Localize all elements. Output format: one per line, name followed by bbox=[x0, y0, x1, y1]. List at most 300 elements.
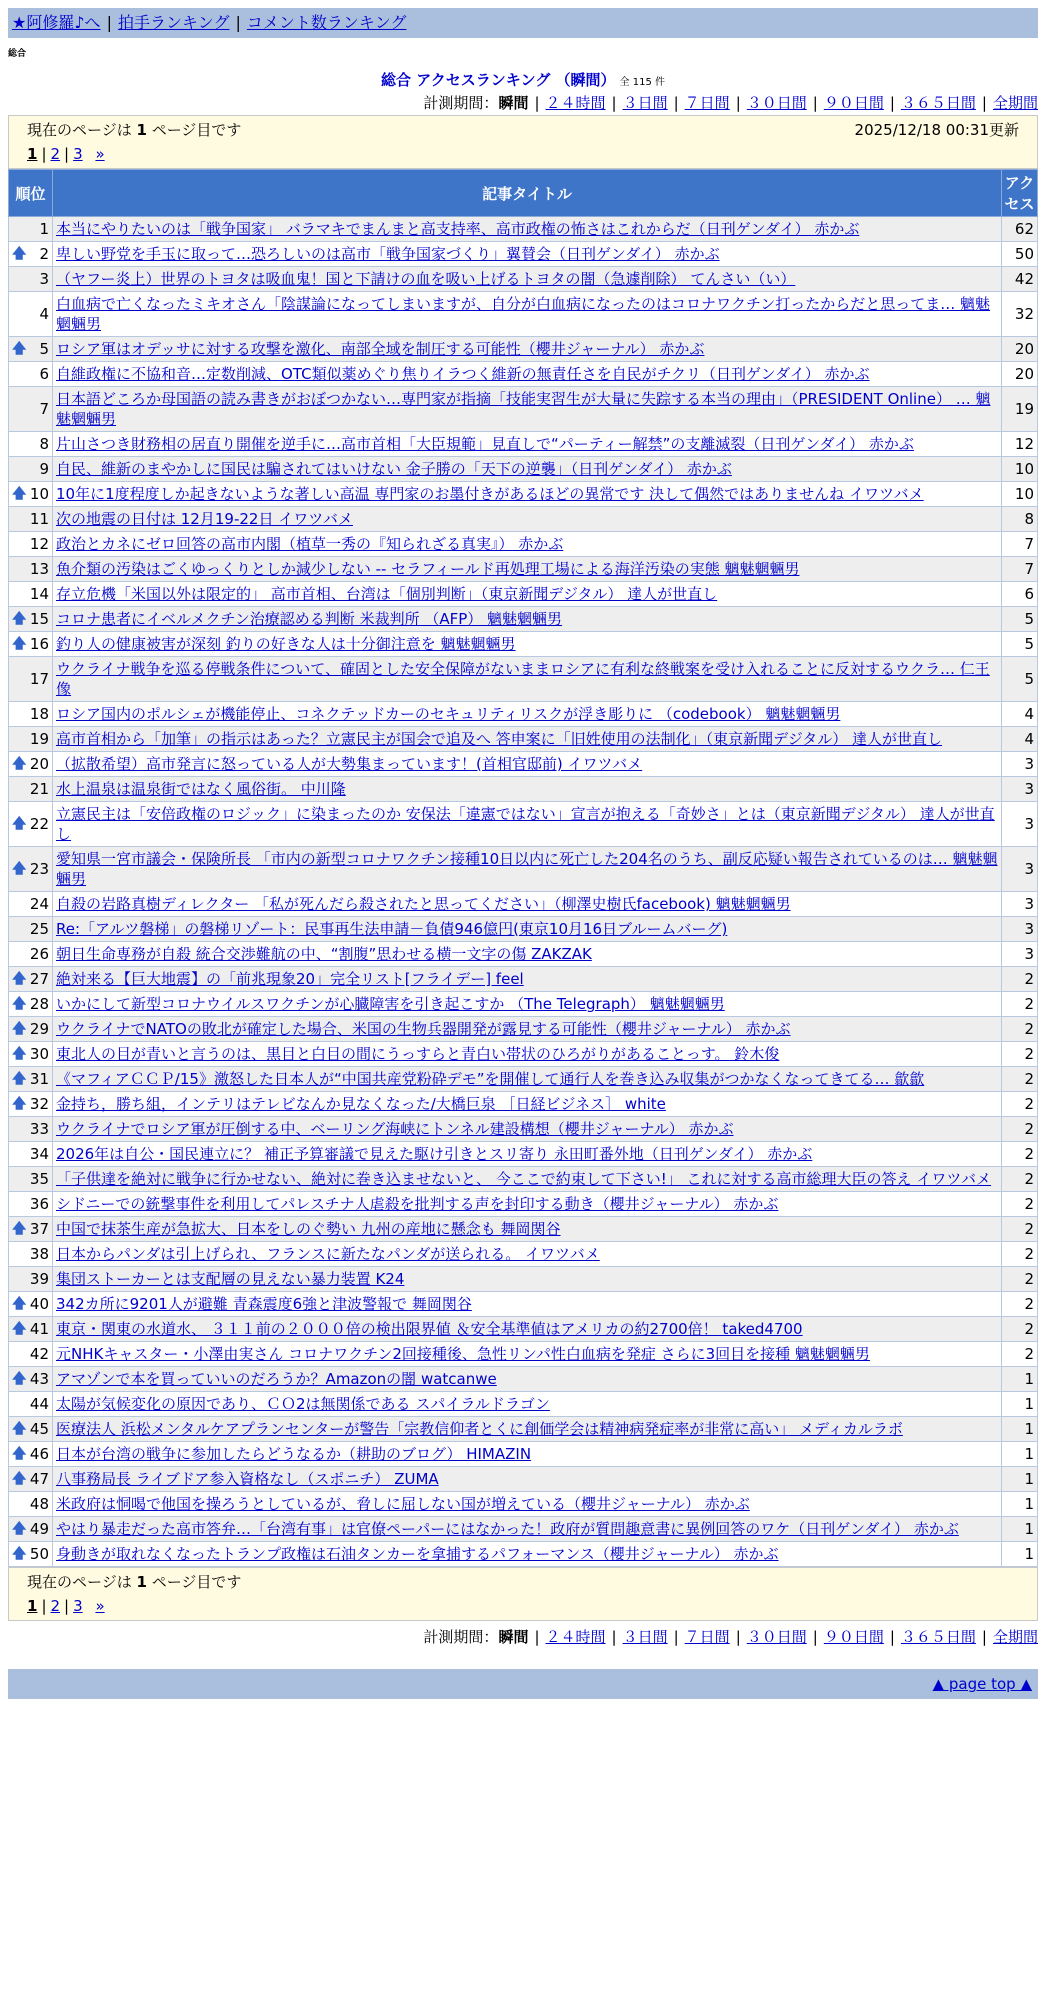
title-cell bbox=[53, 1067, 1002, 1092]
rank-cell bbox=[9, 992, 53, 1017]
article-link[interactable]: 次の地震の日付は 12月19-22日 イワツバメ bbox=[56, 510, 353, 528]
rank-cell bbox=[9, 1517, 53, 1542]
article-link[interactable]: 2026年は自公・国民連立に？ 補正予算審議で見えた駆け引きとスリ寄り 永田町番外地（日刊ゲンダイ） 赤かぶ bbox=[56, 1145, 813, 1163]
rank-number: 42 bbox=[29, 1345, 49, 1363]
article-link[interactable]: 自民、維新のまやかしに国民は騙されてはいけない 金子勝の「天下の逆襲」（日刊ゲンダイ） 赤かぶ bbox=[56, 460, 732, 478]
up-arrow-icon: 🡅 bbox=[12, 486, 27, 502]
title-cell bbox=[53, 362, 1002, 387]
table-row bbox=[9, 267, 1038, 292]
pager-separator: | bbox=[64, 145, 70, 163]
title-cell bbox=[53, 337, 1002, 362]
rank-number: 43 bbox=[29, 1370, 49, 1388]
table-row bbox=[9, 917, 1038, 942]
access-count: 1 bbox=[1002, 1542, 1038, 1567]
rank-number: 2 bbox=[39, 245, 49, 263]
pager-link[interactable]: 3 bbox=[73, 145, 83, 163]
article-link[interactable]: 卑しい野党を手玉に取って…恐ろしいのは高市「戦争国家づくり」翼賛会（日刊ゲンダイ） 赤かぶ bbox=[56, 245, 720, 263]
access-count: 4 bbox=[1002, 727, 1038, 752]
rank-cell bbox=[9, 1542, 53, 1567]
article-link[interactable]: 絶対来る【巨大地震】の「前兆現象20」完全リスト[フライデー] feel bbox=[56, 970, 524, 988]
comment-ranking-link[interactable]: コメント数ランキング bbox=[246, 13, 407, 32]
period-selector-top bbox=[8, 91, 1038, 115]
table-row bbox=[9, 702, 1038, 727]
ranking-title-row bbox=[8, 69, 1038, 91]
article-link[interactable]: いかにして新型コロナウイルスワクチンが心臓障害を引き起こすか （The Telegraph） 魑魅魍魎男 bbox=[56, 995, 725, 1013]
access-count: 2 bbox=[1002, 1142, 1038, 1167]
period-link[interactable]: ２４時間 bbox=[545, 94, 606, 112]
access-count: 6 bbox=[1002, 582, 1038, 607]
table-row bbox=[9, 1192, 1038, 1217]
page-top-link[interactable]: ▲ page top ▲ bbox=[932, 1675, 1032, 1693]
rank-number: 32 bbox=[29, 1095, 49, 1113]
up-arrow-icon: 🡅 bbox=[12, 1446, 27, 1462]
rank-cell bbox=[9, 1442, 53, 1467]
access-count: 1 bbox=[1002, 1367, 1038, 1392]
article-link[interactable]: 白血病で亡くなったミキオさん「陰謀論になってしまいますが、自分が白血病になったのはコロナワクチン打ったからだと思ってま… 魑魅魍魎男 bbox=[56, 295, 991, 333]
up-arrow-icon: 🡅 bbox=[12, 246, 27, 262]
article-link[interactable]: （ヤフー炎上）世界のトヨタは吸血鬼！国と下請けの血を吸い上げるトヨタの闇（急遽削除） てんさい（い） bbox=[56, 270, 796, 288]
pager-link[interactable]: 3 bbox=[73, 1597, 83, 1615]
table-row bbox=[9, 1017, 1038, 1042]
title-cell bbox=[53, 292, 1002, 337]
article-link[interactable]: 日本からパンダは引上げられ、フランスに新たなパンダが送られる。 イワツバメ bbox=[56, 1245, 600, 1263]
up-arrow-icon: 🡅 bbox=[12, 1321, 27, 1337]
table-row bbox=[9, 1467, 1038, 1492]
period-link[interactable]: ３日間 bbox=[622, 94, 668, 112]
up-arrow-icon: 🡅 bbox=[12, 1096, 27, 1112]
access-count: 62 bbox=[1002, 217, 1038, 242]
period-link[interactable]: ７日間 bbox=[684, 94, 730, 112]
current-page-text: 現在のページは 1 ページ目です bbox=[27, 121, 242, 139]
pager-separator: | bbox=[41, 145, 47, 163]
table-row bbox=[9, 1217, 1038, 1242]
access-count: 7 bbox=[1002, 557, 1038, 582]
home-link[interactable]: ★阿修羅♪へ bbox=[12, 13, 101, 32]
table-row bbox=[9, 1292, 1038, 1317]
table-row bbox=[9, 892, 1038, 917]
rank-number: 25 bbox=[29, 920, 49, 938]
article-link[interactable]: 自維政権に不協和音…定数削減、OTC類似薬めぐり焦りイラつく維新の無責任さを自民がチクリ（日刊ゲンダイ） 赤かぶ bbox=[56, 365, 870, 383]
clap-ranking-link[interactable]: 拍手ランキング bbox=[117, 13, 230, 32]
period-link[interactable]: ７日間 bbox=[684, 1628, 730, 1646]
rank-cell bbox=[9, 292, 53, 337]
up-arrow-icon: 🡅 bbox=[12, 1521, 27, 1537]
article-link[interactable]: シドニーでの銃撃事件を利用してパレスチナ人虐殺を批判する声を封印する動き（櫻井ジャーナル） 赤かぶ bbox=[56, 1195, 779, 1213]
title-cell bbox=[53, 1092, 1002, 1117]
up-arrow-icon: 🡅 bbox=[12, 341, 27, 357]
access-count: 2 bbox=[1002, 992, 1038, 1017]
rank-number: 9 bbox=[39, 460, 49, 478]
article-link[interactable]: 政治とカネにゼロ回答の高市内閣（植草一秀の『知られざる真実』） 赤かぶ bbox=[56, 535, 564, 553]
article-link[interactable]: 片山さつき財務相の居直り開催を逆手に…高市首相「大臣規範」見直しで“パーティー解禁”の支離滅裂（日刊ゲンダイ） 赤かぶ bbox=[56, 435, 914, 453]
access-count: 1 bbox=[1002, 1417, 1038, 1442]
title-cell bbox=[53, 1442, 1002, 1467]
table-row bbox=[9, 1067, 1038, 1092]
access-header: アクセス bbox=[1002, 170, 1038, 217]
rank-number: 26 bbox=[29, 945, 49, 963]
article-link[interactable]: 自殺の岩路真樹ディレクター 「私が死んだら殺されたと思ってください」（柳澤史樹氏facebook) 魑魅魍魎男 bbox=[56, 895, 791, 913]
article-link[interactable]: 高市首相から「加筆」の指示はあった？立憲民主が国会で追及へ 答申案に「旧姓使用の法制化」（東京新聞デジタル） 達人が世直し bbox=[56, 730, 942, 748]
access-count: 19 bbox=[1002, 387, 1038, 432]
pager-link[interactable]: 2 bbox=[50, 1597, 61, 1615]
page-info-top bbox=[8, 115, 1038, 169]
table-row bbox=[9, 727, 1038, 752]
title-cell bbox=[53, 777, 1002, 802]
period-separator: | bbox=[673, 94, 679, 112]
table-row bbox=[9, 1267, 1038, 1292]
up-arrow-icon: 🡅 bbox=[12, 1021, 27, 1037]
access-count: 2 bbox=[1002, 1242, 1038, 1267]
article-link[interactable]: 水上温泉は温泉街ではなく風俗街。 中川隆 bbox=[56, 780, 346, 798]
title-cell bbox=[53, 1142, 1002, 1167]
period-link[interactable]: 全期間 bbox=[992, 94, 1038, 112]
article-link[interactable]: ウクライナでNATOの敗北が確定した場合、米国の生物兵器開発が露見する可能性（櫻井ジャーナル） 赤かぶ bbox=[56, 1020, 791, 1038]
title-cell bbox=[53, 1167, 1002, 1192]
access-count: 2 bbox=[1002, 1267, 1038, 1292]
access-count: 2 bbox=[1002, 1017, 1038, 1042]
period-current: 瞬間 bbox=[498, 94, 529, 112]
rank-number: 30 bbox=[29, 1045, 49, 1063]
access-count: 1 bbox=[1002, 1467, 1038, 1492]
table-row bbox=[9, 752, 1038, 777]
table-row bbox=[9, 802, 1038, 847]
rank-number: 45 bbox=[29, 1420, 49, 1438]
rank-cell bbox=[9, 337, 53, 362]
up-arrow-icon: 🡅 bbox=[12, 1071, 27, 1087]
period-label: 計測期間： bbox=[423, 1628, 499, 1646]
rank-cell bbox=[9, 632, 53, 657]
table-row bbox=[9, 967, 1038, 992]
article-link[interactable]: アマゾンで本を買っていいのだろうか？Amazonの闇 watcanwe bbox=[56, 1370, 497, 1388]
rank-cell bbox=[9, 1117, 53, 1142]
rank-number: 24 bbox=[29, 895, 49, 913]
table-row bbox=[9, 847, 1038, 892]
rank-cell bbox=[9, 1142, 53, 1167]
article-link[interactable]: 米政府は恫喝で他国を操ろうとしているが、脅しに屈しない国が増えている（櫻井ジャーナル） 赤かぶ bbox=[56, 1495, 750, 1513]
access-count: 3 bbox=[1002, 802, 1038, 847]
article-link[interactable]: コロナ患者にイベルメクチン治療認める判断 米裁判所 （AFP） 魑魅魍魎男 bbox=[56, 610, 563, 628]
article-link[interactable]: 元NHKキャスター・小澤由実さん コロナワクチン2回接種後、急性リンパ性白血病を発症 さらに3回目を接種 魑魅魍魎男 bbox=[56, 1345, 870, 1363]
rank-number: 22 bbox=[29, 815, 49, 833]
rank-number: 37 bbox=[29, 1220, 49, 1238]
rank-number: 27 bbox=[29, 970, 49, 988]
table-row bbox=[9, 532, 1038, 557]
rank-cell bbox=[9, 942, 53, 967]
rank-cell bbox=[9, 582, 53, 607]
up-arrow-icon: 🡅 bbox=[12, 861, 27, 877]
rank-cell bbox=[9, 482, 53, 507]
rank-cell bbox=[9, 752, 53, 777]
period-link[interactable]: ３０日間 bbox=[746, 94, 807, 112]
period-link[interactable]: ２４時間 bbox=[545, 1628, 606, 1646]
rank-cell bbox=[9, 432, 53, 457]
article-link[interactable]: 中国で抹茶生産が急拡大、日本をしのぐ勢い 九州の産地に懸念も 舞岡関谷 bbox=[56, 1220, 561, 1238]
title-cell bbox=[53, 1267, 1002, 1292]
access-count: 1 bbox=[1002, 1392, 1038, 1417]
period-separator: | bbox=[812, 1628, 818, 1646]
rank-number: 46 bbox=[29, 1445, 49, 1463]
access-count: 2 bbox=[1002, 1117, 1038, 1142]
rank-cell bbox=[9, 1292, 53, 1317]
table-row bbox=[9, 1392, 1038, 1417]
up-arrow-icon: 🡅 bbox=[12, 1046, 27, 1062]
table-row bbox=[9, 457, 1038, 482]
access-count: 5 bbox=[1002, 607, 1038, 632]
rank-cell bbox=[9, 1017, 53, 1042]
table-row bbox=[9, 1167, 1038, 1192]
rank-cell bbox=[9, 242, 53, 267]
rank-number: 12 bbox=[29, 535, 49, 553]
article-link[interactable]: 日本が台湾の戦争に参加したらどうなるか（耕助のブログ） HIMAZIN bbox=[56, 1445, 532, 1463]
title-cell bbox=[53, 1242, 1002, 1267]
current-page-text: 現在のページは 1 ページ目です bbox=[27, 1573, 242, 1591]
article-link[interactable]: ロシア軍はオデッサに対する攻撃を激化、南部全域を制圧する可能性（櫻井ジャーナル） 赤かぶ bbox=[56, 340, 705, 358]
table-row bbox=[9, 1142, 1038, 1167]
title-cell bbox=[53, 727, 1002, 752]
up-arrow-icon: 🡅 bbox=[12, 1296, 27, 1312]
article-link[interactable]: 八事務局長 ライブドア参入資格なし（スポニチ） ZUMA bbox=[56, 1470, 439, 1488]
period-selector-bottom bbox=[8, 1625, 1038, 1649]
article-link[interactable]: 金持ち，勝ち組，インテリはテレビなんか見なくなった/大橋巨泉 ［日経ビジネス］ white bbox=[56, 1095, 666, 1113]
up-arrow-icon: 🡅 bbox=[12, 1471, 27, 1487]
article-link[interactable]: 10年に1度程度しか起きないような著しい高温 専門家のお墨付きがあるほどの異常です 決して偶然ではありませんね イワツバメ bbox=[56, 485, 924, 503]
rank-number: 11 bbox=[29, 510, 49, 528]
period-separator: | bbox=[889, 1628, 895, 1646]
article-link[interactable]: ロシア国内のポルシェが機能停止、コネクテッドカーのセキュリティリスクが浮き彫りに （codebook） 魑魅魍魎男 bbox=[56, 705, 841, 723]
article-link[interactable]: 《マフィアＣＣＰ/15》激怒した日本人が“中国共産党粉砕デモ”を開催して通行人を巻き込み収集がつかなくなってきてる… 歙歙 bbox=[56, 1070, 925, 1088]
table-row bbox=[9, 1317, 1038, 1342]
title-cell bbox=[53, 1392, 1002, 1417]
period-separator: | bbox=[611, 94, 617, 112]
article-link[interactable]: 身動きが取れなくなったトランプ政権は石油タンカーを拿捕するパフォーマンス（櫻井ジャーナル） 赤かぶ bbox=[56, 1545, 779, 1563]
access-count: 2 bbox=[1002, 1092, 1038, 1117]
rank-cell bbox=[9, 1467, 53, 1492]
rank-number: 16 bbox=[29, 635, 49, 653]
period-link[interactable]: ３６５日間 bbox=[900, 94, 976, 112]
rank-cell bbox=[9, 917, 53, 942]
table-row bbox=[9, 1542, 1038, 1567]
article-link[interactable]: ウクライナでロシア軍が圧倒する中、ベーリング海峡にトンネル建設構想（櫻井ジャーナル） 赤かぶ bbox=[56, 1120, 734, 1138]
rank-number: 4 bbox=[39, 305, 49, 323]
rank-cell bbox=[9, 1192, 53, 1217]
page bbox=[8, 0, 1038, 1699]
access-count: 20 bbox=[1002, 362, 1038, 387]
rank-number: 15 bbox=[29, 610, 49, 628]
period-current: 瞬間 bbox=[498, 1628, 529, 1646]
rank-cell bbox=[9, 1267, 53, 1292]
title-cell bbox=[53, 482, 1002, 507]
rank-number: 13 bbox=[29, 560, 49, 578]
rank-cell bbox=[9, 267, 53, 292]
access-count: 3 bbox=[1002, 942, 1038, 967]
rank-cell bbox=[9, 1317, 53, 1342]
table-row bbox=[9, 507, 1038, 532]
access-count: 2 bbox=[1002, 1042, 1038, 1067]
rank-number: 10 bbox=[29, 485, 49, 503]
article-link[interactable]: 「子供達を絶対に戦争に行かせない、絶対に巻き込ませないと、 今ここで約束して下さい!」 これに対する高市総理大臣の答え イワツバメ bbox=[56, 1170, 992, 1188]
access-count: 5 bbox=[1002, 657, 1038, 702]
title-cell bbox=[53, 432, 1002, 457]
period-link[interactable]: ３６５日間 bbox=[900, 1628, 976, 1646]
rank-cell bbox=[9, 557, 53, 582]
table-row bbox=[9, 1517, 1038, 1542]
title-cell bbox=[53, 1192, 1002, 1217]
rank-cell bbox=[9, 1217, 53, 1242]
access-count: 3 bbox=[1002, 752, 1038, 777]
article-link[interactable]: 東北人の目が青いと言うのは、黒目と白目の間にうっすらと青白い帯状のひろがりがあることっす。 鈴木俊 bbox=[56, 1045, 780, 1063]
period-link[interactable]: ３日間 bbox=[622, 1628, 668, 1646]
table-row bbox=[9, 1367, 1038, 1392]
pager bbox=[27, 142, 1019, 166]
category-label: 総合 bbox=[8, 49, 27, 59]
pager-link[interactable]: 2 bbox=[50, 145, 61, 163]
rank-number: 14 bbox=[29, 585, 49, 603]
rank-number: 47 bbox=[29, 1470, 49, 1488]
rank-number: 44 bbox=[29, 1395, 49, 1413]
article-link[interactable]: Re:「アルツ磐梯」の磐梯リゾート：民事再生法申請－負債946億円(東京10月16日ブルームバーグ) bbox=[56, 920, 728, 938]
period-separator: | bbox=[812, 94, 818, 112]
pager-separator: | bbox=[41, 1597, 47, 1615]
period-separator: | bbox=[889, 94, 895, 112]
table-header-row bbox=[9, 170, 1038, 217]
rank-number: 48 bbox=[29, 1495, 49, 1513]
rank-cell bbox=[9, 1367, 53, 1392]
pager bbox=[27, 1594, 1019, 1618]
title-cell bbox=[53, 242, 1002, 267]
rank-number: 21 bbox=[29, 780, 49, 798]
period-link[interactable]: ３０日間 bbox=[746, 1628, 807, 1646]
rank-cell bbox=[9, 1167, 53, 1192]
pager-spacer bbox=[87, 1597, 92, 1615]
table-row bbox=[9, 482, 1038, 507]
access-count: 3 bbox=[1002, 777, 1038, 802]
title-cell bbox=[53, 507, 1002, 532]
period-link[interactable]: ９０日間 bbox=[823, 1628, 884, 1646]
table-row bbox=[9, 1442, 1038, 1467]
rank-cell bbox=[9, 1492, 53, 1517]
rank-cell bbox=[9, 1392, 53, 1417]
access-count: 2 bbox=[1002, 1167, 1038, 1192]
access-count: 50 bbox=[1002, 242, 1038, 267]
rank-number: 28 bbox=[29, 995, 49, 1013]
article-link[interactable]: 朝日生命専務が自殺 統合交渉難航の中、“割腹”思わせる横一文字の傷 ZAKZAK bbox=[56, 945, 592, 963]
rank-number: 39 bbox=[29, 1270, 49, 1288]
pager-next-link[interactable]: » bbox=[95, 1597, 105, 1615]
title-cell bbox=[53, 1417, 1002, 1442]
title-cell bbox=[53, 917, 1002, 942]
title-cell bbox=[53, 657, 1002, 702]
period-separator: | bbox=[611, 1628, 617, 1646]
ranking-title: 総合 アクセスランキング （瞬間） bbox=[381, 71, 616, 89]
title-cell bbox=[53, 1492, 1002, 1517]
rank-number: 6 bbox=[39, 365, 49, 383]
access-count: 1 bbox=[1002, 1517, 1038, 1542]
rank-cell bbox=[9, 457, 53, 482]
access-count: 12 bbox=[1002, 432, 1038, 457]
pager-next-link[interactable]: » bbox=[95, 145, 105, 163]
article-link[interactable]: 魚介類の汚染はごくゆっくりとしか減少しない -- セラフィールド再処理工場による海洋汚染の実態 魑魅魍魎男 bbox=[56, 560, 800, 578]
access-count: 8 bbox=[1002, 507, 1038, 532]
article-link[interactable]: （拡散希望）高市発言に怒っている人が大勢集まっています！(首相官邸前) イワツバメ bbox=[56, 755, 643, 773]
title-cell bbox=[53, 752, 1002, 777]
rank-number: 34 bbox=[29, 1145, 49, 1163]
article-link[interactable]: 東京・関東の水道水、 ３１１前の２０００倍の検出限界値 ＆安全基準値はアメリカの約2700倍！ taked4700 bbox=[56, 1320, 803, 1338]
rank-cell bbox=[9, 802, 53, 847]
table-row bbox=[9, 607, 1038, 632]
rank-number: 49 bbox=[29, 1520, 49, 1538]
table-row bbox=[9, 292, 1038, 337]
title-cell bbox=[53, 1292, 1002, 1317]
rank-cell bbox=[9, 727, 53, 752]
pager-current: 1 bbox=[27, 1597, 38, 1615]
article-link[interactable]: やはり暴走だった高市答弁…「台湾有事」は官僚ペーパーにはなかった！政府が質問趣意書に異例回答のワケ（日刊ゲンダイ） 赤かぶ bbox=[56, 1520, 959, 1538]
article-link[interactable]: ウクライナ戦争を巡る停戦条件について、確固とした安全保障がないままロシアに有利な終戦案を受け入れることに反対するウクラ… 仁王像 bbox=[56, 660, 990, 698]
article-link[interactable]: 日本語どころか母国語の読み書きがおぼつかない…専門家が指摘「技能実習生が大量に失踪する本当の理由」（PRESIDENT Online） … 魑魅魍魎男 bbox=[56, 390, 991, 428]
period-separator: | bbox=[673, 1628, 679, 1646]
access-count: 4 bbox=[1002, 702, 1038, 727]
period-link[interactable]: 全期間 bbox=[992, 1628, 1038, 1646]
title-cell bbox=[53, 802, 1002, 847]
rank-cell bbox=[9, 1042, 53, 1067]
table-row bbox=[9, 582, 1038, 607]
article-link[interactable]: 集団ストーカーとは支配層の見えない暴力装置 K24 bbox=[56, 1270, 405, 1288]
rank-number: 50 bbox=[29, 1545, 49, 1563]
rank-cell bbox=[9, 777, 53, 802]
article-link[interactable]: 愛知県一宮市議会・保険所長 「市内の新型コロナワクチン接種10日以内に死亡した204名のうち、副反応疑い報告されているのは… 魑魅魍魎男 bbox=[56, 850, 998, 888]
rank-number: 19 bbox=[29, 730, 49, 748]
article-link[interactable]: 本当にやりたいのは「戦争国家」 バラマキでまんまと高支持率、高市政権の怖さはこれからだ（日刊ゲンダイ） 赤かぶ bbox=[56, 220, 860, 238]
rank-cell bbox=[9, 702, 53, 727]
article-link[interactable]: 釣り人の健康被害が深刻 釣りの好きな人は十分御注意を 魑魅魍魎男 bbox=[56, 635, 516, 653]
ranking-count: 全 115 件 bbox=[619, 77, 665, 88]
title-cell bbox=[53, 532, 1002, 557]
title-cell bbox=[53, 892, 1002, 917]
table-row bbox=[9, 1092, 1038, 1117]
article-link[interactable]: 存立危機「米国以外は限定的」 高市首相、台湾は「個別判断」（東京新聞デジタル） 達人が世直し bbox=[56, 585, 718, 603]
table-row bbox=[9, 1042, 1038, 1067]
table-row bbox=[9, 1117, 1038, 1142]
access-count: 2 bbox=[1002, 1342, 1038, 1367]
access-count: 2 bbox=[1002, 967, 1038, 992]
rank-cell bbox=[9, 507, 53, 532]
access-count: 42 bbox=[1002, 267, 1038, 292]
pager-separator: | bbox=[64, 1597, 70, 1615]
rank-cell bbox=[9, 892, 53, 917]
period-link[interactable]: ９０日間 bbox=[823, 94, 884, 112]
access-count: 10 bbox=[1002, 482, 1038, 507]
period-separator: | bbox=[981, 1628, 987, 1646]
table-row bbox=[9, 1242, 1038, 1267]
article-link[interactable]: 立憲民主は「安倍政権のロジック」に染まったのか 安保法「違憲ではない」宣言が抱える「奇妙さ」とは（東京新聞デジタル） 達人が世直し bbox=[56, 805, 995, 843]
table-row bbox=[9, 337, 1038, 362]
title-cell bbox=[53, 1467, 1002, 1492]
table-row bbox=[9, 992, 1038, 1017]
access-count: 2 bbox=[1002, 1217, 1038, 1242]
title-cell bbox=[53, 582, 1002, 607]
table-row bbox=[9, 657, 1038, 702]
rank-number: 29 bbox=[29, 1020, 49, 1038]
rank-number: 1 bbox=[39, 220, 49, 238]
rank-number: 31 bbox=[29, 1070, 49, 1088]
article-link[interactable]: 医療法人 浜松メンタルケアプランセンターが警告「宗教信仰者とくに創価学会は精神病発症率が非常に高い」 メディカルラボ bbox=[56, 1420, 903, 1438]
access-count: 32 bbox=[1002, 292, 1038, 337]
article-link[interactable]: 太陽が気候変化の原因であり、ＣＯ2は無関係である スパイラルドラゴン bbox=[56, 1395, 550, 1413]
title-cell bbox=[53, 1367, 1002, 1392]
article-link[interactable]: 342カ所に9201人が避難 青森震度6強と津波警報で 舞岡関谷 bbox=[56, 1295, 472, 1313]
up-arrow-icon: 🡅 bbox=[12, 611, 27, 627]
up-arrow-icon: 🡅 bbox=[12, 1546, 27, 1562]
access-count: 10 bbox=[1002, 457, 1038, 482]
